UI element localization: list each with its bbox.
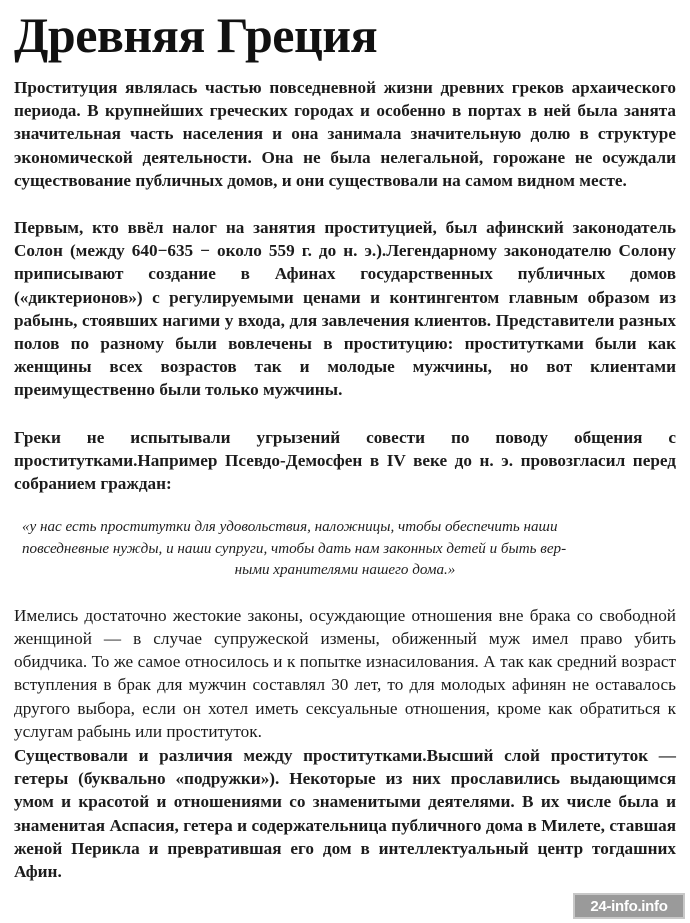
site-watermark bbox=[573, 893, 685, 919]
page-title: Древняя Греция bbox=[14, 7, 378, 63]
blockquote-line-2: повседневные нужды, и наши супруги, чтобы дать нам законных детей и быть вер- bbox=[22, 540, 567, 557]
body-paragraph-3: Греки не испытывали угрызений совести по поводу общения с проститутками.Например Псевдо-Демосфен в IV веке до н. э. провозгласил перед собранием граждан: bbox=[14, 427, 676, 494]
blockquote-line-3: ными хранителями нашего дома.» bbox=[234, 562, 456, 579]
blockquote-line-1: «у нас есть проститутки для удовольствия, наложницы, чтобы обеспечить наши bbox=[22, 519, 558, 536]
body-paragraph-5: Существовали и различия между проститутками.Высший слой проституток — гетеры (буквально «подружки»). Некоторые из них прославились выдающимся умом и красотой и отношениями со знаменитыми деятелями. В их числе была и знаменитая Аспасия, гетера и содержательница публичного дома в Милете, ставшая женой Перикла и превратившая его дом в интеллектуальный центр тогдашних Афин. bbox=[14, 745, 676, 881]
body-paragraph-4: Имелись достаточно жестокие законы, осуждающие отношения вне брака со свободной женщиной — в случае супружеской измены, обиженный муж имел право убить обидчика. То же самое относилось и к попытке изнасилования. А так как средний возраст вступления в брак для мужчин составлял 30 лет, то для молодых афинян не оставалось другого выбора, если он хотел иметь сексуальные отношения, кроме как обратиться к услугам рабынь или проституток. bbox=[14, 605, 676, 741]
body-paragraph-2: Первым, кто ввёл налог на занятия проституцией, был афинский законодатель Солон (между 640−635 − около 559 г. до н. э.).Легендарному законодателю Солону приписывают создание в Афинах государственных публичных домов («диктерионов») с регулируемыми ценами и контингентом главным образом из рабынь, стоявших нагими у входа, для завлечения клиентов. Представители разных полов по разному были вовлечены в проституцию: проститутками были как женщины всех возрастов так и молодые мужчины, но вот клиентами преимущественно были только мужчины. bbox=[14, 218, 676, 400]
watermark-label: 24-info.info bbox=[590, 897, 668, 915]
blockquote bbox=[14, 517, 676, 582]
body-paragraph-1: Проституция являлась частью повседневной жизни древних греков архаического периода. В крупнейших греческих городах и особенно в портах в ней была занята значительная часть населения и она занимала значительную долю в структуре экономической деятельности. Она не была нелегальной, горожане не осуждали существование публичных домов, и они существовали на самом видном месте. bbox=[14, 78, 676, 190]
